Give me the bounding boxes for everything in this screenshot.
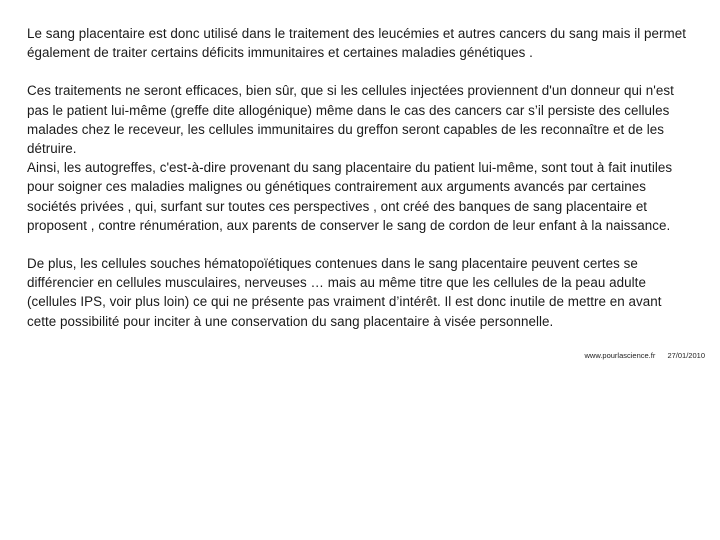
- paragraph-intro: Le sang placentaire est donc utilisé dans le traitement des leucémies et autres cancers du sang mais il permet également de traiter certains déficits immunitaires et certaines maladies génétiques .: [27, 26, 687, 61]
- paragraph-stem-cells: De plus, les cellules souches hématopoïétiques contenues dans le sang placentaire peuvent certes se différencier en cellules musculaires, nerveuses … mais au même titre que les cellules de la peau adulte (cellules IPS, voir plus loin) ce qui ne présente pas vraiment d’intérêt. Il est donc inutile de mettre en avant cette possibilité pour inciter à une conservation du sang placentaire à visée personnelle.: [27, 256, 662, 329]
- source-citation: [584, 351, 705, 360]
- paragraph-spacer: [27, 235, 691, 254]
- body-text: [27, 24, 691, 331]
- source-url: www.pourlascience.fr: [584, 351, 656, 360]
- paragraph-spacer: [27, 62, 691, 81]
- paragraph-autogreffes: Ainsi, les autogreffes, c'est-à-dire provenant du sang placentaire du patient lui-même, sont tout à fait inutiles pour soigner ces maladies malignes ou génétiques contrairement aux arguments avancés par certaines sociétés privées , qui, surfant sur toutes ces perspectives , ont créé des banques de sang placentaire et proposent , contre rénumération, aux parents de conserver le sang de cordon de leur enfant à la naissance.: [27, 160, 673, 233]
- source-date: 27/01/2010: [667, 351, 705, 360]
- paragraph-allogenic: Ces traitements ne seront efficaces, bien sûr, que si les cellules injectées proviennent d'un donneur qui n'est pas le patient lui-même (greffe dite allogénique) même dans le cas des cancers car s’il persiste des cellules malades chez le receveur, les cellules immunitaires du greffon seront capables de les reconnaître et de les détruire.: [27, 83, 674, 157]
